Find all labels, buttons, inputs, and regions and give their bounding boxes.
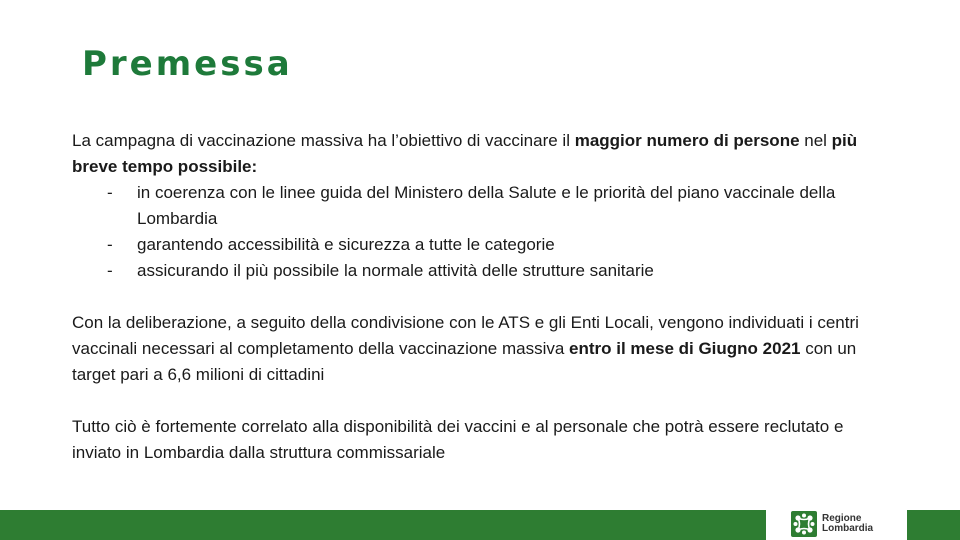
list-item-text: in coerenza con le linee guida del Ministero della Salute e le priorità del piano vaccinale della Lombardia	[137, 183, 836, 228]
spacer	[72, 388, 872, 414]
list-item	[72, 180, 872, 232]
closing-paragraph: Tutto ciò è fortemente correlato alla disponibilità dei vaccini e al personale che potrà essere reclutato e inviato in Lombardia dalla struttura commissariale	[72, 417, 844, 462]
list-item	[72, 258, 872, 284]
deliberation-bold: entro il mese di Giugno 2021	[569, 339, 801, 358]
logo-wordmark	[822, 514, 873, 534]
rosa-camuna-icon	[791, 511, 817, 537]
intro-bold-2: più breve tempo possibile:	[72, 131, 858, 176]
footer-bar-right	[907, 510, 960, 540]
intro-text-2: nel	[799, 131, 832, 150]
footer-bar-left	[0, 510, 766, 540]
dash-marker: -	[107, 261, 113, 280]
spacer	[72, 284, 872, 310]
intro-paragraph	[72, 128, 872, 180]
list-item-text: garantendo accessibilità e sicurezza a tutte le categorie	[137, 235, 555, 254]
dash-marker: -	[107, 235, 113, 254]
logo-line-1: Regione	[822, 513, 862, 524]
slide-body	[72, 128, 872, 466]
deliberation-text-1: Con la deliberazione, a seguito della condivisione con le ATS e gli Enti Locali, vengono individuati i centri vaccinali necessari al completamento della vaccinazione massiva	[72, 313, 859, 358]
dash-marker: -	[107, 183, 113, 202]
list-item-text: assicurando il più possibile la normale attività delle strutture sanitarie	[137, 261, 654, 280]
logo-line-2: Lombardia	[822, 523, 874, 534]
intro-text-1: La campagna di vaccinazione massiva ha l’obiettivo di vaccinare il	[72, 131, 575, 150]
page-title: Premessa	[82, 44, 293, 84]
bullet-list	[72, 180, 872, 284]
regione-lombardia-logo	[791, 511, 873, 537]
deliberation-paragraph	[72, 310, 872, 388]
list-item	[72, 232, 872, 258]
deliberation-text-2: con un target pari a 6,6 milioni di cittadini	[72, 339, 857, 384]
intro-bold-1: maggior numero di persone	[574, 131, 800, 150]
